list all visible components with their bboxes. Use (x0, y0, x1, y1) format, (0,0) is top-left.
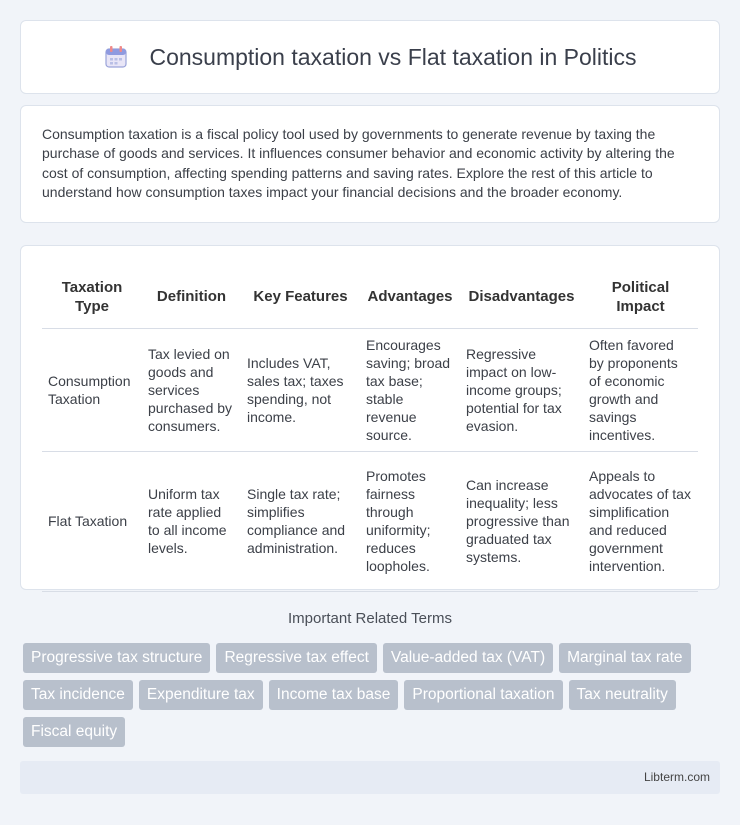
table-cell: Single tax rate; simplifies compliance and administration. (241, 451, 360, 591)
column-header: Definition (142, 266, 241, 328)
related-term-tag[interactable]: Regressive tax effect (216, 643, 376, 673)
footer-brand-link[interactable]: Libterm.com (643, 770, 710, 784)
table-header-row (42, 266, 698, 328)
related-term-tag[interactable]: Value-added tax (VAT) (383, 643, 553, 673)
table-cell: Uniform tax rate applied to all income levels. (142, 451, 241, 591)
table-cell: Promotes fairness through uniformity; reduces loopholes. (360, 451, 460, 591)
related-terms-title: Important Related Terms (288, 610, 452, 627)
page-footer (20, 761, 720, 794)
table-cell: Can increase inequality; less progressive than graduated tax systems. (460, 451, 583, 591)
table-cell: Includes VAT, sales tax; taxes spending, not income. (241, 328, 360, 451)
related-term-tag[interactable]: Fiscal equity (23, 717, 125, 747)
related-term-tag[interactable]: Marginal tax rate (559, 643, 690, 673)
column-header: Advantages (360, 266, 460, 328)
column-header: Political Impact (583, 266, 698, 328)
related-term-tag[interactable]: Income tax base (269, 680, 399, 710)
related-term-tag[interactable]: Proportional taxation (404, 680, 562, 710)
table-cell: Consumption Taxation (42, 328, 142, 451)
page-header (20, 20, 720, 94)
comparison-table (42, 266, 698, 592)
table-cell: Flat Taxation (42, 451, 142, 591)
column-header: Key Features (241, 266, 360, 328)
comparison-table-card (20, 245, 720, 590)
column-header: Disadvantages (460, 266, 583, 328)
column-header: Taxation Type (42, 266, 142, 328)
table-row (42, 451, 698, 591)
intro-text: Consumption taxation is a fiscal policy tool used by governments to generate revenue by taxing the purchase of goods and services. It influences consumer behavior and economic activity by altering the cost of consumption, affecting spending patterns and saving rates. Explore the rest of this article to understand how consumption taxes impact your financial decisions and the broader economy. (42, 126, 675, 201)
related-terms-list (23, 643, 723, 747)
table-cell: Often favored by proponents of economic growth and savings incentives. (583, 328, 698, 451)
table-cell: Tax levied on goods and services purchased by consumers. (142, 328, 241, 451)
related-term-tag[interactable]: Tax neutrality (569, 680, 676, 710)
calendar-icon (103, 44, 129, 70)
related-term-tag[interactable]: Tax incidence (23, 680, 133, 710)
table-cell: Regressive impact on low-income groups; potential for tax evasion. (460, 328, 583, 451)
table-row (42, 328, 698, 451)
table-cell: Appeals to advocates of tax simplification and reduced government intervention. (583, 451, 698, 591)
related-term-tag[interactable]: Progressive tax structure (23, 643, 210, 673)
page-title: Consumption taxation vs Flat taxation in Politics (149, 43, 637, 70)
intro-section (20, 105, 720, 223)
related-term-tag[interactable]: Expenditure tax (139, 680, 263, 710)
table-cell: Encourages saving; broad tax base; stable revenue source. (360, 328, 460, 451)
